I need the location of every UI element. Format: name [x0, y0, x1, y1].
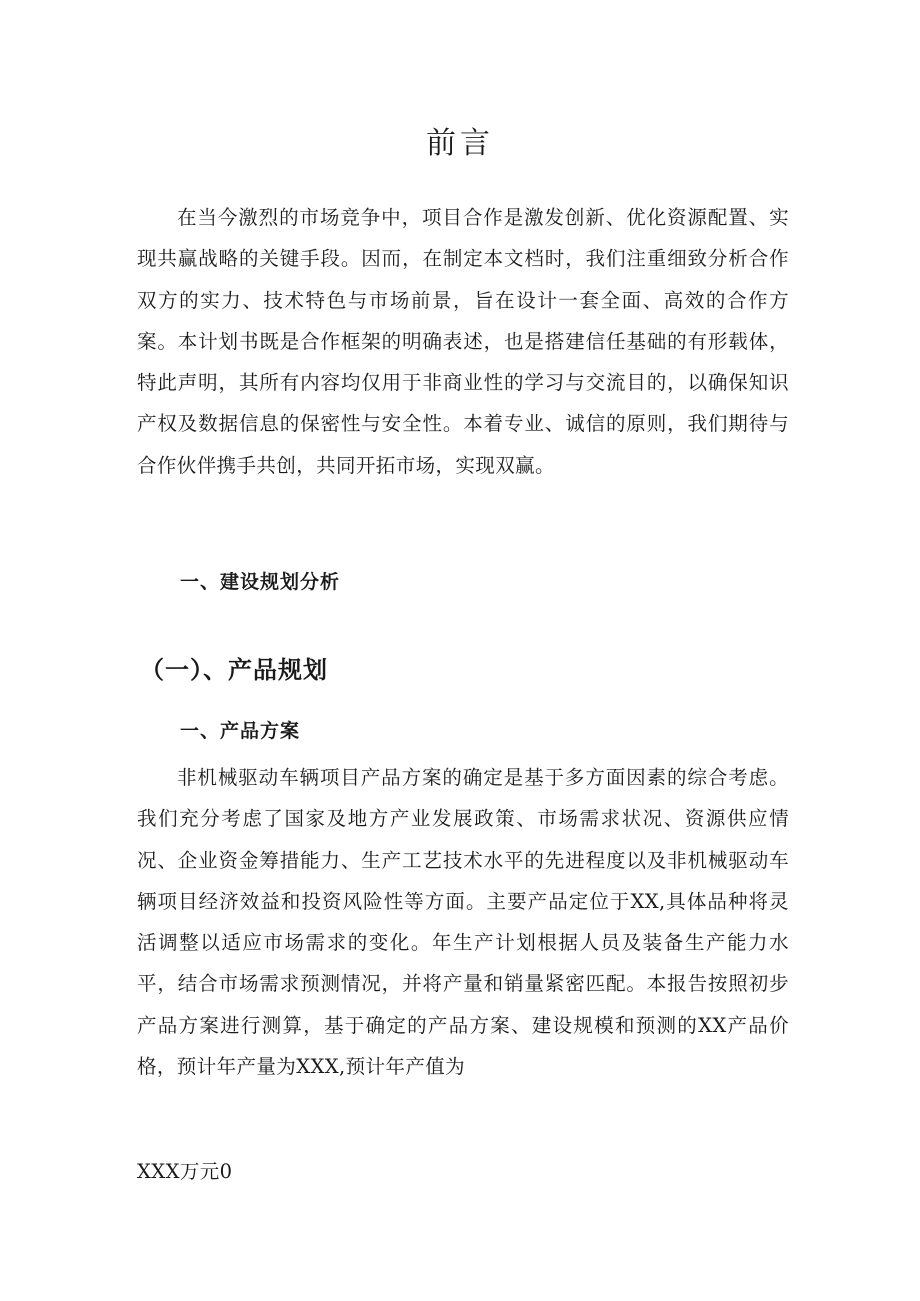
paragraph-tail-line: XXX万元0 [137, 1160, 233, 1183]
intro-paragraph: 在当今激烈的市场竞争中，项目合作是激发创新、优化资源配置、实现共赢战略的关键手段。因而，在制定本文档时，我们注重细致分析合作双方的实力、技术特色与市场前景，旨在设计一套全面、高效的合作方案。本计划书既是合作框架的明确表述，也是搭建信任基础的有形载体，特此声明，其所有内容均仅用于非商业性的学习与交流目的，以确保知识产权及数据信息的保密性与安全性。本着专业、诚信的原则，我们期待与合作伙伴携手共创，共同开拓市场，实现双赢。 [137, 206, 789, 477]
subsection-heading: （一）、产品规划 [140, 655, 328, 684]
page-title: 前言 [426, 126, 494, 161]
section-heading: 一、建设规划分析 [180, 571, 341, 593]
product-paragraph: 非机械驱动车辆项目产品方案的确定是基于多方面因素的综合考虑。我们充分考虑了国家及地方产业发展政策、市场需求状况、资源供应情况、企业资金筹措能力、生产工艺技术水平的先进程度以及非机械驱动车辆项目经济效益和投资风险性等方面。主要产品定位于XX,具体品种将灵活调整以适应市场需求的变化。年生产计划根据人员及装备生产能力水平，结合市场需求预测情况，并将产量和销量紧密匹配。本报告按照初步产品方案进行测算，基于确定的产品方案、建设规模和预测的XX产品价格，预计年产量为XXX,预计年产值为 [137, 766, 789, 1079]
subsubsection-heading: 一、产品方案 [180, 720, 301, 742]
